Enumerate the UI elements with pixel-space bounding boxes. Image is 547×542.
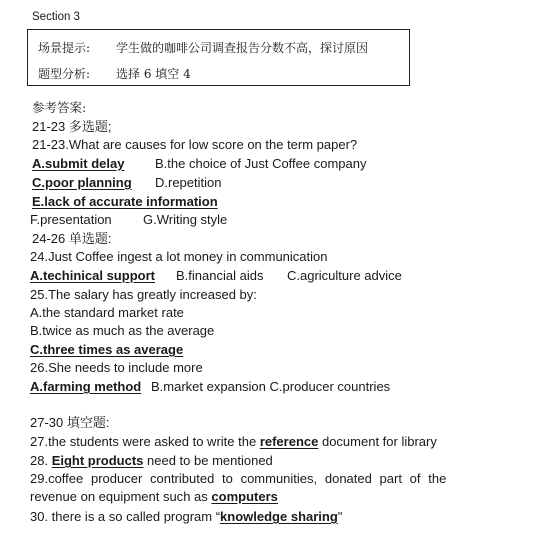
answer-option-e: E.lack of accurate information (32, 194, 218, 209)
q21-23-header: 21-23 多选题; (32, 119, 112, 134)
q27-text-post: document for library (318, 434, 437, 449)
analysis-text: 选择 6 填空 4 (116, 67, 191, 81)
q26-options-bc: B.market expansion C.producer countries (151, 379, 391, 394)
q29-answer: computers (211, 489, 278, 504)
q24-answer-a: A.techinical support (30, 268, 155, 283)
q25-answer-c: C.three times as average (30, 342, 184, 357)
q28-text-post: need to be mentioned (143, 453, 273, 468)
q24-26-header: 24-26 单选题: (32, 231, 112, 246)
option-g: G.Writing style (143, 212, 228, 227)
answer-option-a: A.submit delay (32, 156, 125, 171)
q24-option-c: C.agriculture advice (287, 268, 402, 283)
q25-option-b: B.twice as much as the average (30, 323, 215, 338)
q30-text-pre: 30. there is a so called program “ (30, 509, 221, 524)
q27-answer: reference (259, 434, 319, 449)
q28-text-pre: 28. (30, 453, 52, 468)
section-label: Section 3 (32, 11, 80, 23)
scene-label: 场景提示: (38, 41, 91, 55)
q21-23-question: 21-23.What are causes for low score on the term paper? (32, 137, 358, 152)
scene-row (38, 39, 368, 56)
q27-text-pre: 27.the students were asked to write the (30, 434, 260, 449)
q30-answer: knowledge sharing (220, 509, 338, 524)
q25-question: 25.The salary has greatly increased by: (30, 287, 257, 302)
q24-question: 24.Just Coffee ingest a lot money in communication (30, 249, 328, 264)
q27-line (30, 434, 437, 450)
scene-text: 学生做的咖啡公司调查报告分数不高，探讨原因 (116, 41, 369, 55)
q30-line (30, 509, 342, 525)
q30-text-post: " (337, 509, 343, 524)
option-f: F.presentation (30, 212, 112, 227)
q26-question: 26.She needs to include more (30, 360, 203, 375)
q29-line-1: 29.coffee producer contributed to communities, donated part of the (30, 471, 447, 486)
answers-title: 参考答案: (32, 100, 87, 115)
analysis-row (38, 65, 191, 82)
q29-line-2 (30, 489, 278, 505)
q25-option-a: A.the standard market rate (30, 305, 184, 320)
q28-line (30, 453, 273, 469)
answer-option-c: C.poor planning (32, 175, 132, 190)
q27-30-header: 27-30 填空题: (30, 415, 110, 430)
option-d: D.repetition (155, 175, 222, 190)
q26-answer-a: A.farming method (30, 379, 142, 394)
q24-option-b: B.financial aids (176, 268, 264, 283)
q28-answer: Eight products (51, 453, 144, 468)
info-box (27, 29, 410, 86)
option-b: B.the choice of Just Coffee company (155, 156, 367, 171)
analysis-label: 题型分析: (38, 67, 91, 81)
q29-text-pre: revenue on equipment such as (30, 489, 212, 504)
